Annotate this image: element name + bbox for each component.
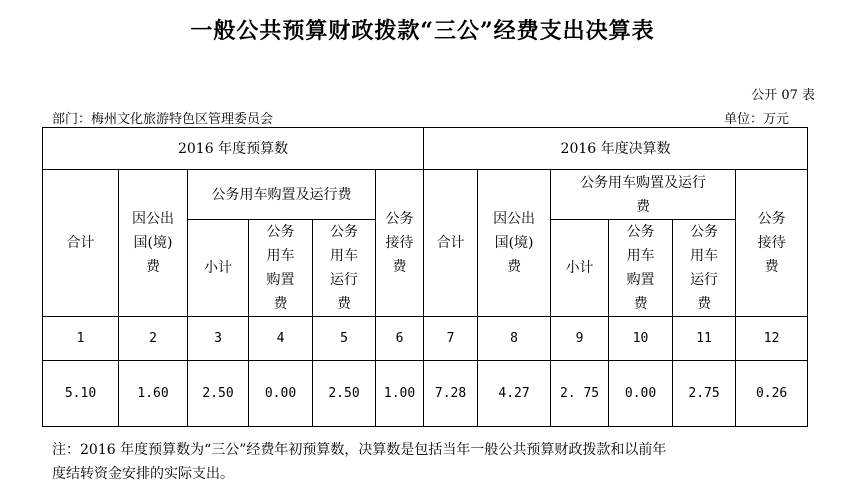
column-number: 1 — [43, 317, 119, 361]
final-reception-value: 0.26 — [736, 361, 808, 427]
final-abroad-value: 4.27 — [478, 361, 551, 427]
column-number: 2 — [119, 317, 188, 361]
column-number: 12 — [736, 317, 808, 361]
budget-vehicle-group-header: 公务用车购置及运行费 — [188, 170, 376, 220]
final-purchase-header: 公务 用车 购置 费 — [609, 220, 673, 317]
final-vehicle-group-header: 公务用车购置及运行 费 — [551, 170, 736, 220]
final-subtotal-value: 2. 75 — [551, 361, 609, 427]
final-reception-header: 公务 接待 费 — [736, 170, 808, 317]
budget-purchase-header: 公务 用车 购置 费 — [249, 220, 313, 317]
budget-operation-header: 公务 用车 运行 费 — [313, 220, 376, 317]
budget-purchase-value: 0.00 — [249, 361, 313, 427]
final-group-header: 2016 年度决算数 — [424, 128, 808, 170]
value-row — [43, 361, 808, 427]
budget-total-value: 5.10 — [43, 361, 119, 427]
column-number: 5 — [313, 317, 376, 361]
column-number: 4 — [249, 317, 313, 361]
final-operation-value: 2.75 — [673, 361, 736, 427]
final-operation-header: 公务 用车 运行 费 — [673, 220, 736, 317]
column-number: 10 — [609, 317, 673, 361]
column-number: 7 — [424, 317, 478, 361]
final-total-header: 合计 — [424, 170, 478, 317]
column-number: 11 — [673, 317, 736, 361]
column-number: 3 — [188, 317, 249, 361]
column-number: 6 — [376, 317, 424, 361]
final-subtotal-header: 小计 — [551, 220, 609, 317]
footnote-line: 度结转资金安排的实际支出。 — [52, 466, 234, 482]
unit-label: 单位：万元 — [723, 112, 789, 127]
budget-total-header: 合计 — [43, 170, 119, 317]
footnote — [52, 438, 812, 486]
column-number-row — [43, 317, 808, 361]
expenditure-table — [42, 127, 808, 427]
budget-subtotal-value: 2.50 — [188, 361, 249, 427]
budget-abroad-header: 因公出 国(境) 费 — [119, 170, 188, 317]
form-number: 公开 07 表 — [751, 88, 815, 103]
budget-abroad-value: 1.60 — [119, 361, 188, 427]
budget-operation-value: 2.50 — [313, 361, 376, 427]
budget-reception-value: 1.00 — [376, 361, 424, 427]
budget-reception-header: 公务 接待 费 — [376, 170, 424, 317]
footnote-line: 注：2016 年度预算数为“三公”经费年初预算数，决算数是包括当年一般公共预算财政拨款和以前年 — [52, 442, 667, 458]
page-title: 一般公共预算财政拨款“三公”经费支出决算表 — [190, 18, 655, 44]
budget-subtotal-header: 小计 — [188, 220, 249, 317]
column-number: 8 — [478, 317, 551, 361]
final-purchase-value: 0.00 — [609, 361, 673, 427]
final-total-value: 7.28 — [424, 361, 478, 427]
final-abroad-header: 因公出 国(境) 费 — [478, 170, 551, 317]
column-number: 9 — [551, 317, 609, 361]
budget-group-header: 2016 年度预算数 — [43, 128, 424, 170]
department-label: 部门：梅州文化旅游特色区管理委员会 — [52, 112, 274, 127]
